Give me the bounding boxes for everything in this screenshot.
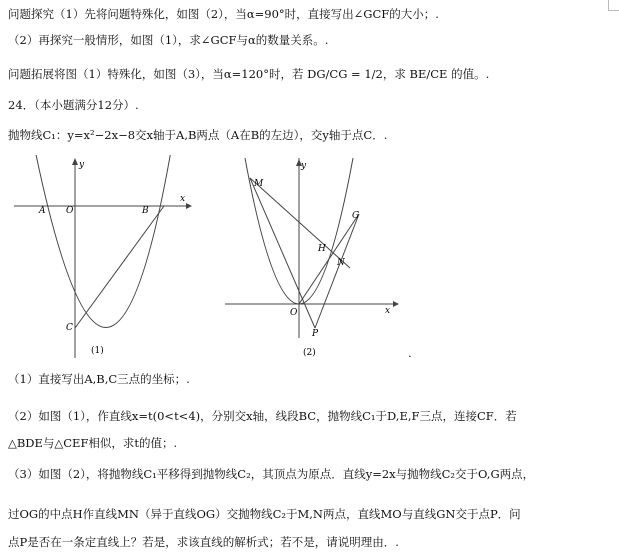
- label-c: C: [66, 323, 73, 333]
- text-line-2: （2）再探究一般情形，如图（1），求∠GCF与α的数量关系。.: [8, 33, 329, 47]
- label-m: M: [254, 179, 264, 189]
- label-x-1: x: [180, 194, 186, 204]
- label-p: P: [312, 329, 319, 339]
- label-n: N: [337, 258, 345, 268]
- label-a: A: [39, 206, 46, 216]
- parabola-c1: [34, 155, 172, 328]
- line-mop: [250, 178, 315, 328]
- text-line-9: （3）如图（2），将抛物线C₁平移得到抛物线C₂，其顶点为原点．直线y=2x与抛物线C₂交于O,G两点，: [8, 467, 535, 481]
- label-o-2: O: [290, 308, 298, 318]
- label-y-2: y: [301, 161, 307, 171]
- label-h: H: [318, 244, 326, 254]
- text-line-4: 24．（本小题满分12分）.: [8, 98, 139, 112]
- x-arrow-1: [186, 203, 192, 209]
- figure-2-parabola: [225, 158, 405, 358]
- text-line-3: 问题拓展将图（1）特殊化，如图（3），当α=120°时，若 DG/CG = 1/2，求 BE/CE 的值。.: [8, 67, 490, 81]
- caption-2: (2): [303, 348, 316, 358]
- label-b: B: [142, 206, 149, 216]
- figure-1-parabola: [14, 155, 194, 360]
- label-g: G: [352, 211, 360, 221]
- text-line-6: （1）直接写出A,B,C三点的坐标；.: [8, 372, 190, 386]
- label-x-2: x: [385, 306, 391, 316]
- text-line-10: 过OG的中点H作直线MN（异于直线OG）交抛物线C₂于M,N两点，直线MO与直线GN交于点P．问: [8, 507, 521, 521]
- text-line-7: （2）如图（1），作直线x=t(0<t<4)，分别交x轴，线段BC，抛物线C₁于D,E,F三点，连接CF．若: [8, 409, 517, 423]
- line-mn: [250, 178, 350, 268]
- text-line-5: 抛物线C₁：y=x²−2x−8交x轴于A,B两点（A在B的左边），交y轴于点C．.: [8, 128, 388, 142]
- segment-bc: [75, 206, 164, 328]
- caption-1: (1): [91, 346, 104, 356]
- text-line-8: △BDE与△CEF相似，求t的值；.: [8, 436, 178, 450]
- page-corner-mark: [608, 0, 619, 11]
- label-o-1: O: [66, 206, 74, 216]
- text-line-1: 问题探究（1）先将问题特殊化，如图（2），当α=90°时，直接写出∠GCF的大小；.: [8, 7, 439, 21]
- stray-dot-mark: .: [408, 346, 412, 360]
- x-arrow-2: [393, 301, 399, 307]
- y-arrow-1: [72, 158, 78, 165]
- text-line-11: 点P是否在一条定直线上？若是，求该直线的解析式；若不是，请说明理由．.: [8, 535, 399, 549]
- label-y-1: y: [79, 160, 85, 170]
